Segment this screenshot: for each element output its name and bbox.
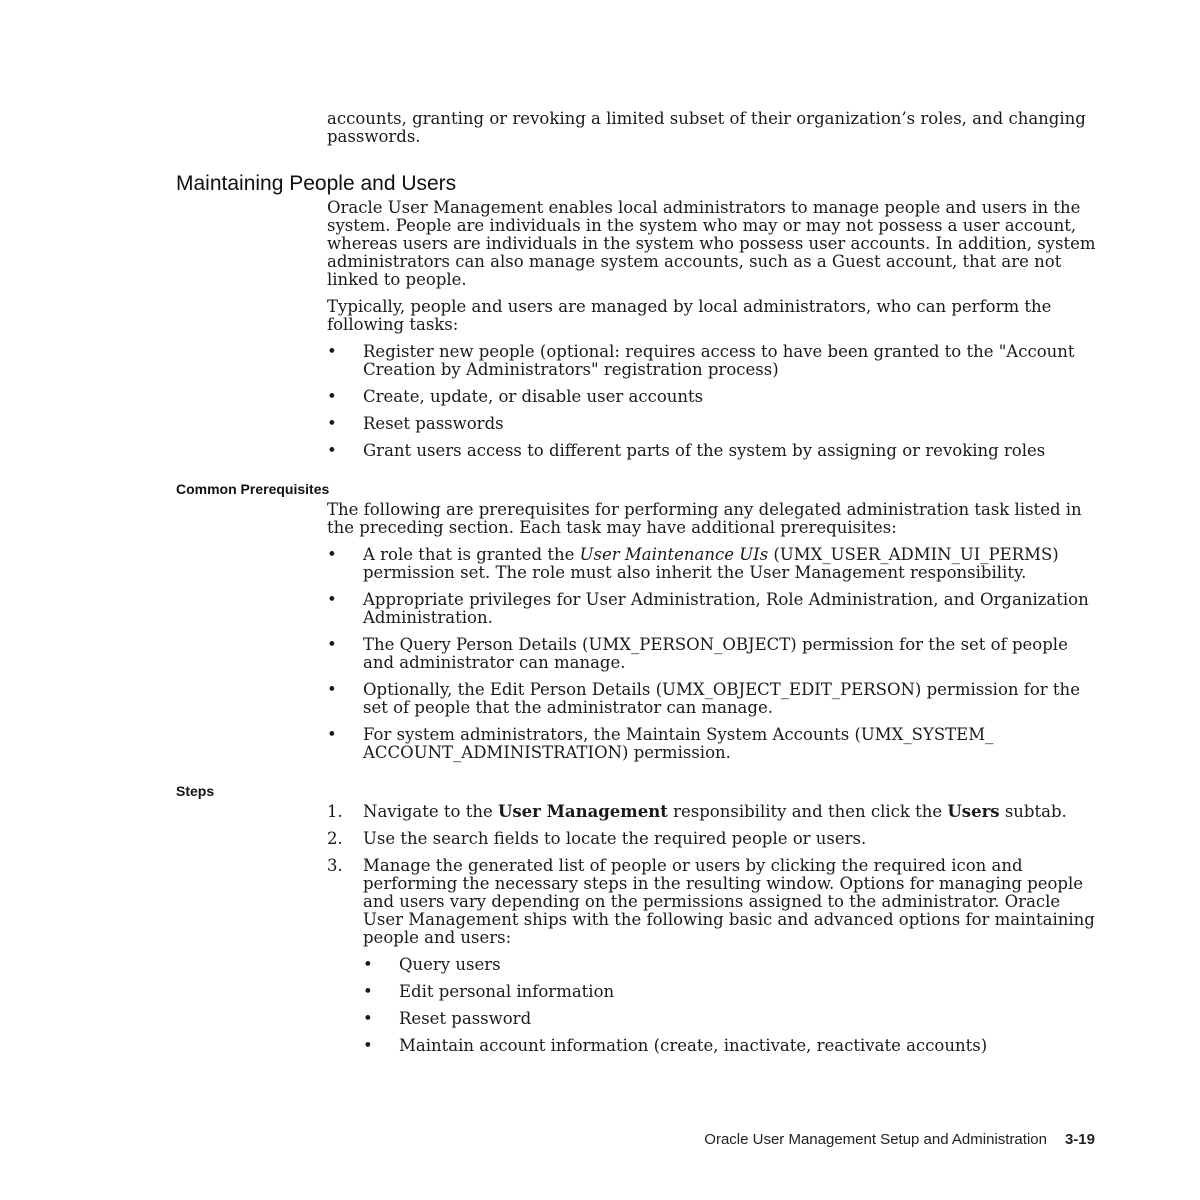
list-item: • A role that is granted the User Maintenance UIs (UMX_USER_ADMIN_UI_PERMS) permission set. The role must also inherit the User Management responsibility. — [327, 546, 1097, 582]
section-paragraph-1: Oracle User Management enables local administrators to manage people and users in the system. People are individuals in the system who may or may not possess a user account, whereas users are individuals in the system who possess user accounts. In addition, system administrators can also manage system accounts, such as a Guest account, that are not linked to people. — [327, 198, 1096, 289]
steps-list — [327, 803, 1097, 1055]
section-heading: Maintaining People and Users — [176, 172, 457, 195]
italic-term: User Maintenance UIs — [579, 545, 769, 564]
step-item: 2. Use the search fields to locate the required people or users. — [327, 829, 867, 848]
prerequisites-body — [327, 501, 1097, 771]
intro-paragraph: accounts, granting or revoking a limited subset of their organization’s roles, and changing passwords. — [327, 109, 1086, 146]
list-item: • Optionally, the Edit Person Details (UMX_OBJECT_EDIT_PERSON) permission for the set of people that the administrator can manage. — [327, 681, 1097, 717]
steps-heading: Steps — [176, 783, 215, 799]
prerequisites-paragraph: The following are prerequisites for performing any delegated administration task listed in the preceding section. Each task may have additional prerequisites: — [327, 500, 1082, 537]
page-number: 3-19 — [1064, 1131, 1095, 1148]
prerequisites-heading: Common Prerequisites — [176, 481, 330, 497]
prerequisites-list — [327, 546, 1097, 762]
list-item: • Appropriate privileges for User Administration, Role Administration, and Organization Administration. — [327, 591, 1097, 627]
step-item: 1. Navigate to the User Management responsibility and then click the Users subtab. — [327, 802, 1067, 821]
list-item: • Reset passwords — [327, 415, 1097, 433]
list-item: • For system administrators, the Maintain System Accounts (UMX_SYSTEM_ ACCOUNT_ADMINISTRATION) permission. — [327, 726, 1097, 762]
list-item: • Query users — [363, 956, 1097, 974]
list-item: • Maintain account information (create, inactivate, reactivate accounts) — [363, 1037, 1097, 1055]
list-item: • Create, update, or disable user accounts — [327, 388, 1097, 406]
section-paragraph-2: Typically, people and users are managed by local administrators, who can perform the following tasks: — [327, 297, 1052, 334]
list-item: • Grant users access to different parts of the system by assigning or revoking roles — [327, 442, 1097, 460]
steps-body — [327, 803, 1097, 1064]
list-item: • Register new people (optional: requires access to have been granted to the "Account Creation by Administrators" registration process) — [327, 343, 1097, 379]
footer-title: Oracle User Management Setup and Administration — [704, 1131, 1047, 1148]
list-item: • The Query Person Details (UMX_PERSON_OBJECT) permission for the set of people and administrator can manage. — [327, 636, 1097, 672]
page-footer — [704, 1131, 1095, 1148]
list-item: • Reset password — [363, 1010, 1097, 1028]
list-item: • Edit personal information — [363, 983, 1097, 1001]
section-body — [327, 199, 1097, 469]
step-item: 3. Manage the generated list of people or users by clicking the required icon and performing the necessary steps in the resulting window. Options for managing people and users vary depending on the permissions assigned to the administrator. Oracle User Management ships with the following basic and advanced options for maintaining people and users: • Query users • Edit personal information • Reset password • Maintain account information (create, inactivate, reactivate accounts) — [327, 857, 1097, 1055]
task-list — [327, 343, 1097, 460]
options-list — [363, 956, 1097, 1055]
